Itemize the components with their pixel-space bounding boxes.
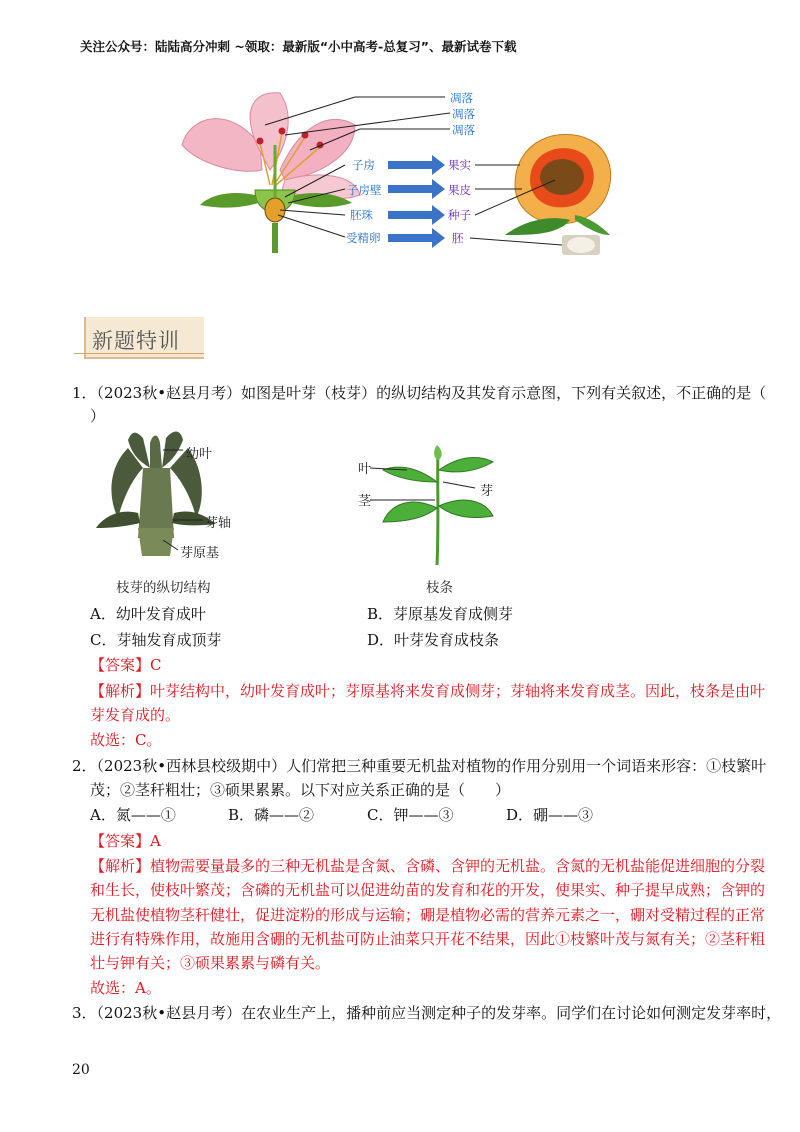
q2-analysis-line-2: 和生长，使枝叶繁茂；含磷的无机盐可以促进幼苗的发育和花的开发，使果实、种子提早成熟；含钾的: [90, 881, 766, 899]
label-wither-1: 凋落: [450, 91, 473, 105]
section-title: 新题特训: [92, 329, 180, 353]
label-embryo: 胚: [452, 231, 464, 245]
fig2-label-leaf: 叶: [358, 462, 372, 477]
label-wither-3: 凋落: [452, 123, 475, 137]
q1-answer: 【答案】C: [90, 656, 162, 674]
q1-analysis-line-1: 【解析】叶芽结构中，幼叶发育成叶；芽原基将来发育成侧芽；芽轴将来发育成茎。因此，枝条是由叶: [90, 682, 766, 700]
q2-answer: 【答案】A: [90, 832, 161, 850]
label-zygote: 受精卵: [346, 231, 381, 245]
q1-option-b: B．芽原基发育成侧芽: [367, 605, 514, 623]
q2-stem-line-1: 2．（2023秋•西林县校级期中）人们常把三种重要无机盐对植物的作用分别用一个词语来形容：①枝繁叶: [72, 757, 767, 775]
q2-option-d: D．硼——③: [506, 806, 594, 824]
label-pericarp: 果皮: [448, 183, 471, 197]
q2-choice: 故选：A。: [90, 979, 161, 997]
fig2-label-stem: 茎: [358, 494, 372, 509]
q3-stem: 3．（2023秋•赵县月考）在农业生产上，播种前应当测定种子的发芽率。同学们在讨论如何测定发芽率时，: [72, 1004, 782, 1022]
q1-option-c: C．芽轴发育成顶芽: [90, 631, 222, 649]
q2-analysis-line-3: 无机盐使植物茎秆健壮，促进淀粉的形成与运输；硼是植物必需的营养元素之一，硼对受精过程的正常: [90, 906, 766, 924]
q2-analysis-line-1: 【解析】植物需要量最多的三种无机盐是含氮、含磷、含钾的无机盐。含氮的无机盐能促进细胞的分裂: [90, 857, 766, 875]
label-fruit: 果实: [448, 158, 471, 172]
q1-option-a: A．幼叶发育成叶: [90, 605, 206, 623]
fig1-label-bud-axis: 芽轴: [205, 516, 232, 531]
label-ovule: 胚珠: [350, 208, 373, 222]
flower-development-figure: [170, 85, 630, 260]
label-ovary-wall: 子房壁: [347, 183, 382, 197]
q1-analysis-line-2: 芽发育成的。: [90, 706, 181, 724]
label-ovary: 子房: [352, 158, 375, 172]
page-header: 关注公众号：陆陆高分冲刺 ~领取：最新版“小中高考-总复习”、最新试卷下载: [80, 39, 517, 54]
q1-choice: 故选：C。: [90, 731, 162, 749]
label-wither-2: 凋落: [452, 107, 475, 121]
fig1-caption: 枝芽的纵切结构: [116, 580, 211, 596]
q2-analysis-line-5: 壮与钾有关；③硕果累累与磷有关。: [90, 954, 331, 972]
bud-section-figure: [88, 428, 258, 568]
q2-option-a: A．氮——①: [90, 806, 176, 824]
q1-stem-cont: ）: [90, 407, 106, 425]
q1-option-d: D．叶芽发育成枝条: [367, 631, 500, 649]
flower-illustration: [182, 93, 360, 253]
q2-stem-line-2: 茂；②茎秆粗壮；③硕果累累。以下对应关系正确的是（ ）: [90, 781, 511, 799]
page-number: 20: [72, 1062, 90, 1078]
fig1-label-young-leaf: 幼叶: [186, 447, 213, 462]
q2-analysis-line-4: 进行有特殊作用，故施用含硼的无机盐可防止油菜只开花不结果，因此①枝繁叶茂与氮有关；②茎秆粗: [90, 930, 766, 948]
section-heading: [70, 313, 205, 361]
q2-option-c: C．钾——③: [367, 806, 454, 824]
q1-stem: 1．（2023秋•赵县月考）如图是叶芽（枝芽）的纵切结构及其发育示意图，下列有关叙述，不正确的是（: [72, 384, 767, 402]
fig1-label-bud-primordium: 芽原基: [180, 546, 220, 561]
fig2-caption: 枝条: [426, 580, 453, 596]
q2-option-b: B．磷——②: [228, 806, 315, 824]
fig2-label-bud: 芽: [480, 484, 494, 499]
label-seed: 种子: [448, 208, 471, 222]
